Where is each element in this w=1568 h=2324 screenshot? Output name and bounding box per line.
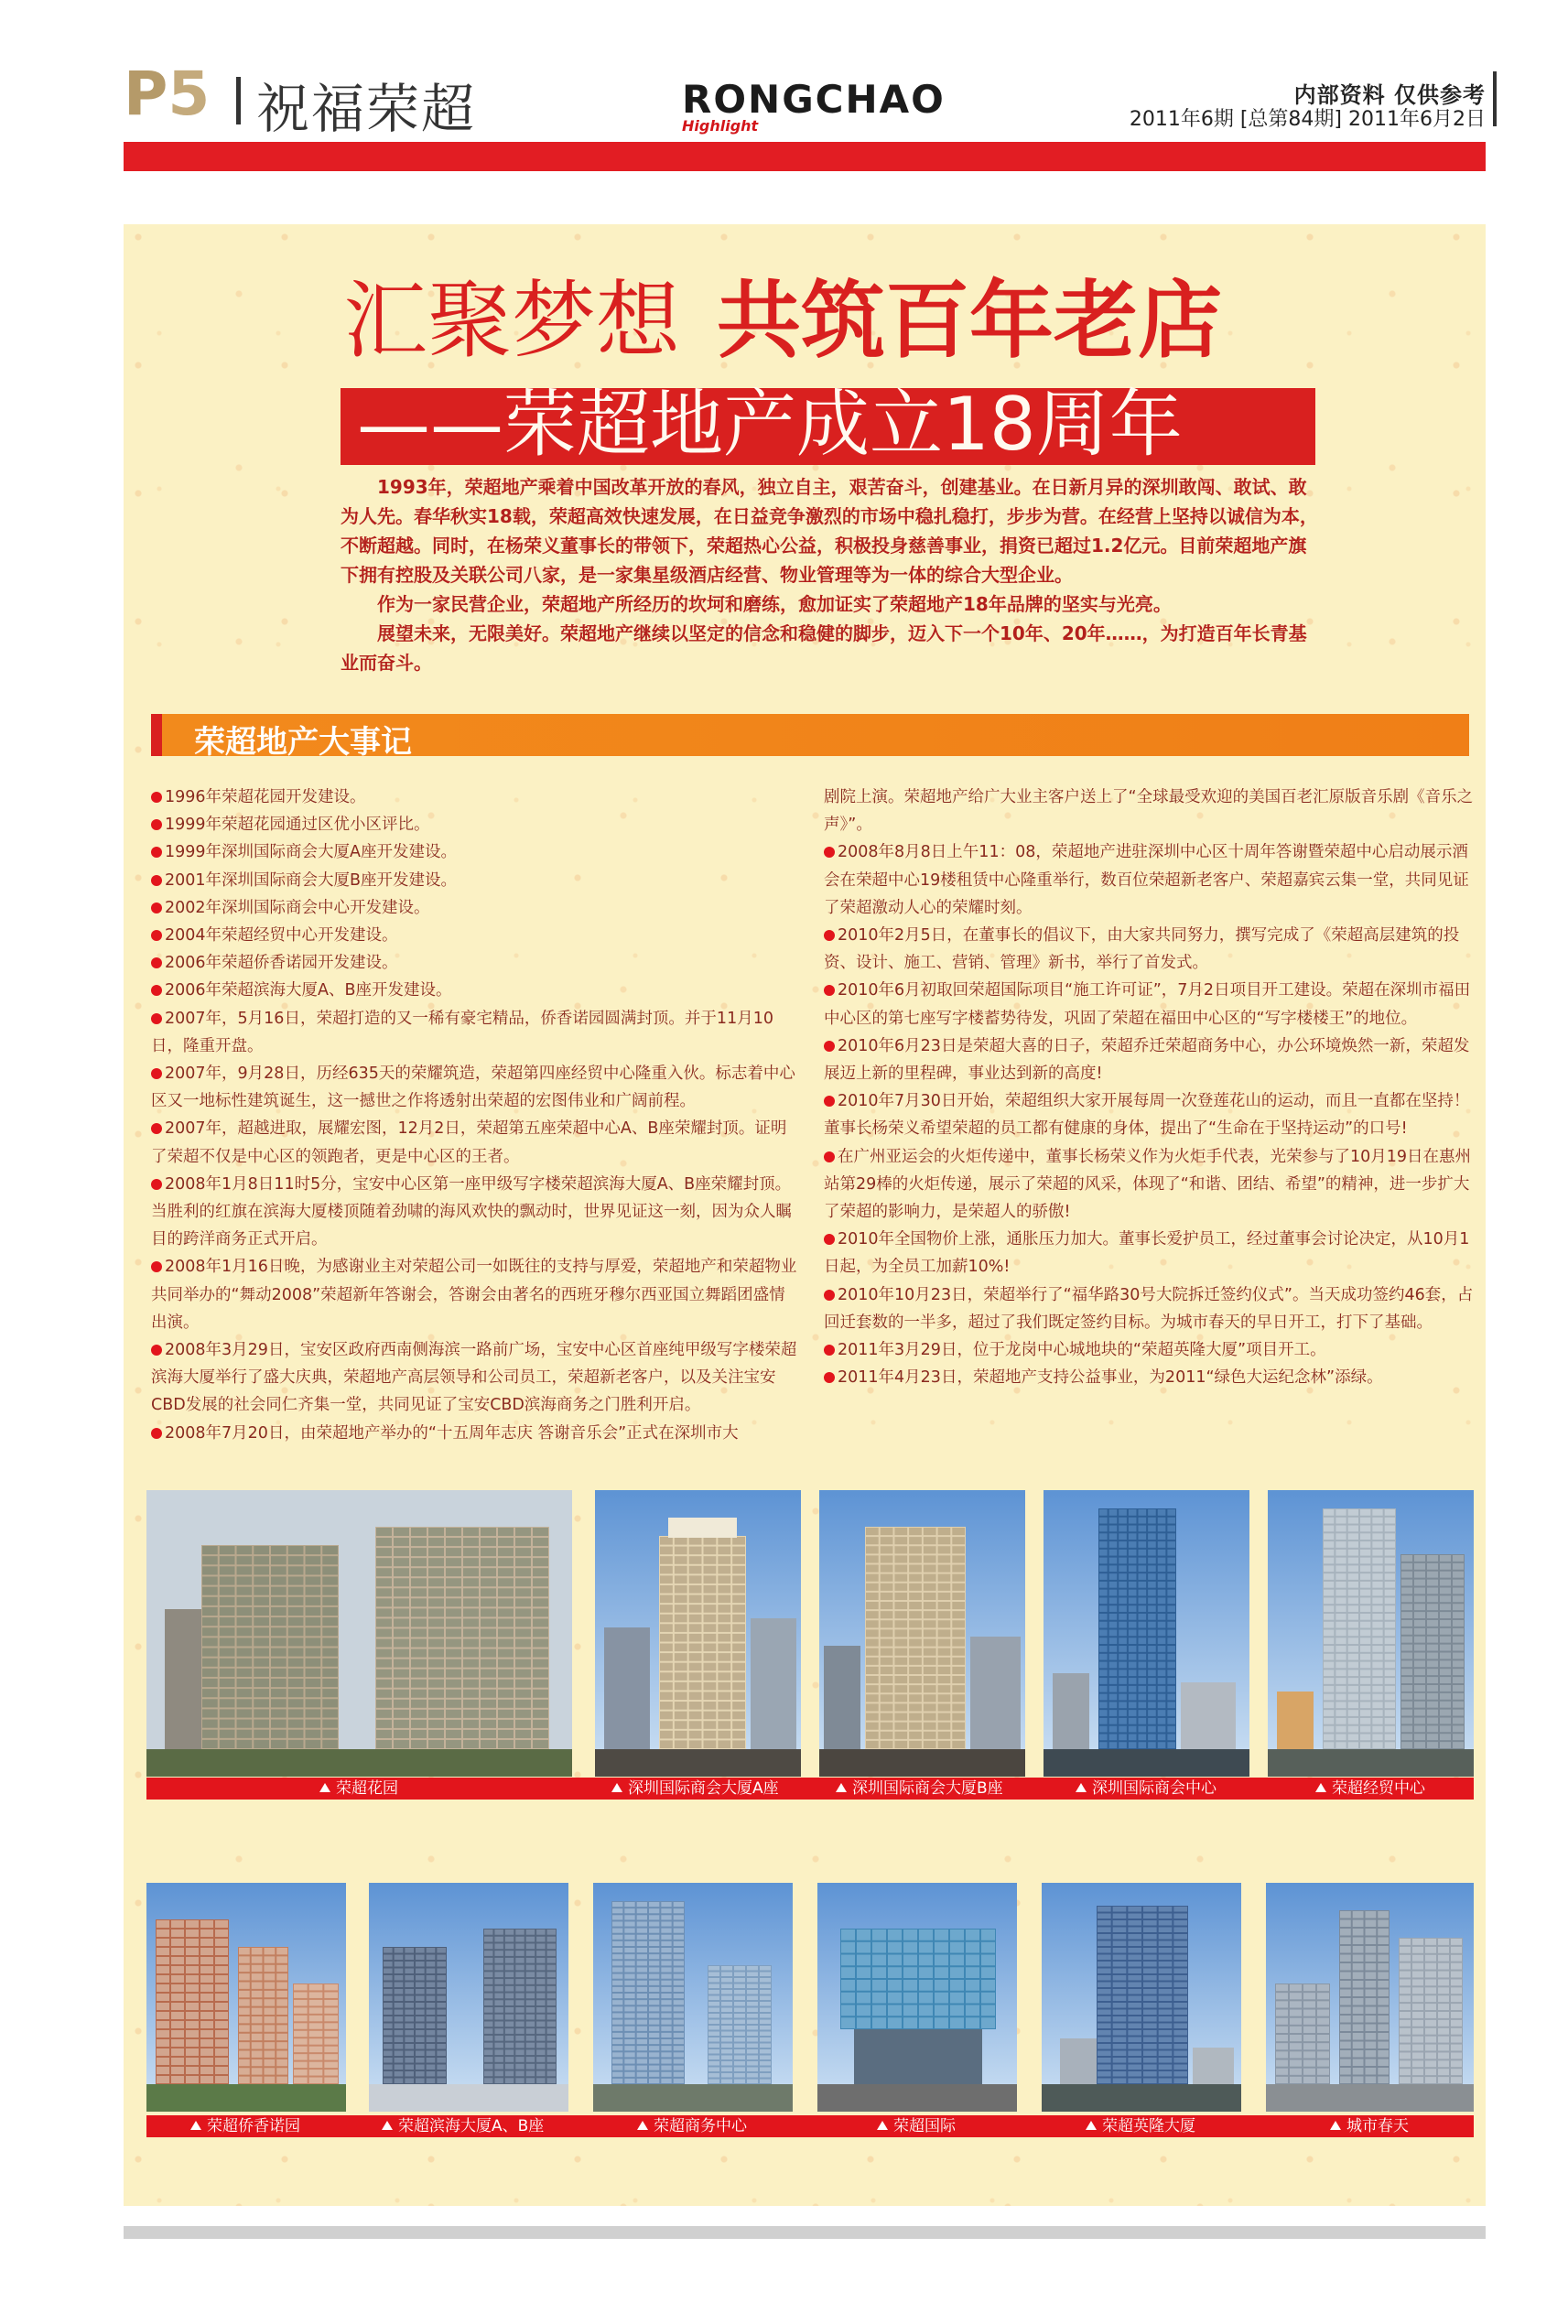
milestone-text: 2011年4月23日，荣超地产支持公益事业，为2011“绿色大运纪念林”添绿。 xyxy=(838,1368,1383,1388)
masthead xyxy=(0,0,1568,174)
milestone-text: 2006年荣超侨香诺园开发建设。 xyxy=(165,954,398,973)
milestones-column-right xyxy=(824,784,1474,1391)
project-photo xyxy=(146,1490,572,1777)
building-illustration xyxy=(819,1490,1025,1777)
milestone-text: 2008年3月29日，宝安区政府西南侧海滨一路前广场，宝安中心区首座纯甲级写字楼荣超滨海大厦举行了盛大庆典，荣超地产高层领导和公司员工，荣超新老客户，以及关注宝安CBD发展的社会同仁齐集一堂，共同见证了宝安CBD滨海商务之门胜利开启。 xyxy=(151,1341,797,1415)
photo-caption xyxy=(1315,1778,1425,1800)
photo-caption-label: 荣超英隆大厦 xyxy=(1102,2117,1195,2135)
milestone-item xyxy=(824,1032,1474,1087)
milestone-item xyxy=(151,811,801,838)
milestone-item xyxy=(824,784,1474,838)
milestone-item xyxy=(151,1060,801,1115)
bullet-dot-icon xyxy=(824,1041,835,1052)
headline-part-b: 共筑百年老店 xyxy=(717,272,1223,370)
photo-caption xyxy=(382,2115,544,2137)
bullet-dot-icon xyxy=(824,1234,835,1245)
photo-caption-label: 深圳国际商会中心 xyxy=(1092,1779,1217,1798)
photo-caption xyxy=(190,2115,300,2137)
triangle-up-icon xyxy=(1330,2121,1341,2130)
project-photo xyxy=(146,1883,346,2112)
bullet-dot-icon xyxy=(824,1151,835,1162)
project-photo xyxy=(1042,1883,1241,2112)
milestone-text: 2004年荣超经贸中心开发建设。 xyxy=(165,926,398,946)
milestone-item xyxy=(824,1281,1474,1336)
milestone-item xyxy=(824,838,1474,922)
bullet-dot-icon xyxy=(151,903,162,913)
milestone-text: 2010年全国物价上涨，通胀压力加大。董事长爱护员工，经过董事会讨论决定，从10月1日起，为全员工加薪10%! xyxy=(824,1230,1470,1277)
milestone-item xyxy=(151,977,801,1004)
milestone-text: 2008年1月8日11时5分，宝安中心区第一座甲级写字楼荣超滨海大厦A、B座荣耀封顶。当胜利的红旗在滨海大厦楼顶随着劲啸的海风欢快的飘动时，世界见证这一刻，因为众人瞩目的跨洋商务正式开启。 xyxy=(151,1174,792,1249)
photo-caption xyxy=(877,2115,956,2137)
milestones-header-mark xyxy=(151,714,162,756)
triangle-up-icon xyxy=(836,1783,847,1792)
bullet-dot-icon xyxy=(824,985,835,996)
milestone-text: 2008年7月20日，由荣超地产举办的“十五周年志庆 答谢音乐会”正式在深圳市大 xyxy=(165,1423,739,1443)
milestone-item xyxy=(151,784,801,811)
milestone-text: 2001年深圳国际商会大厦B座开发建设。 xyxy=(165,870,458,890)
photo-caption-label: 荣超侨香诺园 xyxy=(207,2117,300,2135)
bullet-dot-icon xyxy=(151,1179,162,1190)
feature-subtitle: ——荣超地产成立18周年 xyxy=(357,382,1183,467)
milestone-text: 2010年2月5日，在董事长的倡议下，由大家共同努力，撰写完成了《荣超高层建筑的投资、设计、施工、营销、管理》新书，举行了首发式。 xyxy=(824,926,1460,973)
section-divider xyxy=(236,77,241,124)
building-illustration xyxy=(146,1490,572,1777)
milestone-text: 1999年深圳国际商会大厦A座开发建设。 xyxy=(165,843,458,862)
milestone-item xyxy=(151,949,801,977)
section-name: 祝福荣超 xyxy=(256,78,477,140)
building-illustration xyxy=(369,1883,568,2112)
bullet-dot-icon xyxy=(151,1013,162,1024)
bullet-dot-icon xyxy=(824,847,835,858)
triangle-up-icon xyxy=(877,2121,888,2130)
milestone-item xyxy=(824,1226,1474,1281)
milestone-item xyxy=(151,1115,801,1170)
photo-caption xyxy=(637,2115,747,2137)
milestone-item xyxy=(151,867,801,894)
milestone-item xyxy=(824,1336,1474,1364)
page-number xyxy=(124,59,211,129)
milestone-text: 在广州亚运会的火炬传递中，董事长杨荣义作为火炬手代表，光荣参与了10月19日在惠州站第29棒的火炬传递，展示了荣超的风采，体现了“和谐、团结、希望”的精神，进一步扩大了荣超的影响力，是荣超人的骄傲! xyxy=(824,1147,1472,1222)
intro-paragraph: 展望未来，无限美好。荣超地产继续以坚定的信念和稳健的脚步，迈入下一个10年、20年……，为打造百年长青基业而奋斗。 xyxy=(341,622,1307,674)
project-photo xyxy=(593,1883,793,2112)
bullet-dot-icon xyxy=(151,792,162,803)
milestone-item xyxy=(151,922,801,949)
triangle-up-icon xyxy=(190,2121,201,2130)
building-illustration xyxy=(593,1883,793,2112)
bullet-dot-icon xyxy=(151,819,162,830)
brand-logo: RONGCHAO xyxy=(682,77,946,122)
bullet-dot-icon xyxy=(151,985,162,996)
project-photo xyxy=(1266,1883,1474,2112)
building-illustration xyxy=(1268,1490,1474,1777)
milestone-item xyxy=(151,1005,801,1060)
triangle-up-icon xyxy=(1086,2121,1097,2130)
issue-info: 2011年6期 [总第84期] 2011年6月2日 xyxy=(1129,108,1486,131)
milestone-item xyxy=(151,1420,801,1447)
photo-caption-label: 荣超花园 xyxy=(336,1779,398,1798)
triangle-up-icon xyxy=(1076,1783,1087,1792)
milestone-text: 2008年1月16日晚，为感谢业主对荣超公司一如既往的支持与厚爱，荣超地产和荣超物业共同举办的“舞动2008”荣超新年答谢会，答谢会由著名的西班牙穆尔西亚国立舞蹈团盛情出演。 xyxy=(151,1258,797,1332)
milestone-text: 2007年，5月16日，荣超打造的又一稀有豪宅精品，侨香诺园圆满封顶。并于11月10日，隆重开盘。 xyxy=(151,1009,773,1055)
project-photo xyxy=(817,1883,1017,2112)
bullet-dot-icon xyxy=(824,1372,835,1383)
header-vertical-rule xyxy=(1493,71,1497,126)
feature-headline xyxy=(343,272,1223,370)
triangle-up-icon xyxy=(1315,1783,1326,1792)
bullet-dot-icon xyxy=(824,1290,835,1301)
headline-part-a: 汇聚梦想 xyxy=(343,272,681,370)
milestone-item xyxy=(151,1171,801,1254)
header-red-rule xyxy=(124,142,1486,171)
intro-paragraph: 作为一家民营企业，荣超地产所经历的坎坷和磨练，愈加证实了荣超地产18年品牌的坚实与光亮。 xyxy=(377,593,1172,615)
project-photo xyxy=(369,1883,568,2112)
bullet-dot-icon xyxy=(151,1261,162,1272)
milestone-text: 2002年深圳国际商会中心开发建设。 xyxy=(165,898,430,917)
milestone-text: 2010年6月23日是荣超大喜的日子，荣超乔迁荣超商务中心，办公环境焕然一新，荣超发展迈上新的里程碑，事业达到新的高度! xyxy=(824,1036,1470,1084)
milestone-text: 2008年8月8日上午11：08，荣超地产进驻深圳中心区十周年答谢暨荣超中心启动展示酒会在荣超中心19楼租赁中心隆重举行，数百位荣超新老客户、荣超嘉宾云集一堂，共同见证了荣超激动人心的荣耀时刻。 xyxy=(824,843,1469,917)
bullet-dot-icon xyxy=(151,1345,162,1356)
intro-paragraph: 1993年，荣超地产乘着中国改革开放的春风，独立自主，艰苦奋斗，创建基业。在日新月异的深圳敢闯、敢试、敢为人先。春华秋实18载，荣超高效快速发展，在日益竞争激烈的市场中稳扎稳打，步步为营。在经营上坚持以诚信为本，不断超越。同时，在杨荣义董事长的带领下，荣超热心公益，积极投身慈善事业，捐资已超过1.2亿元。目前荣超地产旗下拥有控股及关联公司八家，是一家集星级酒店经营、物业管理等为一体的综合大型企业。 xyxy=(341,476,1318,586)
photo-caption-label: 深圳国际商会大厦A座 xyxy=(628,1779,779,1798)
project-photo xyxy=(1044,1490,1249,1777)
photo-caption-label: 荣超国际 xyxy=(893,2117,956,2135)
milestone-text: 2006年荣超滨海大厦A、B座开发建设。 xyxy=(165,981,452,1000)
confidential-note: 内部资料 仅供参考 xyxy=(1293,82,1486,108)
building-illustration xyxy=(1042,1883,1241,2112)
milestones-column-left xyxy=(151,784,801,1447)
bullet-dot-icon xyxy=(824,1096,835,1107)
milestone-text: 1999年荣超花园通过区优小区评比。 xyxy=(165,816,430,835)
bullet-dot-icon xyxy=(151,1428,162,1439)
milestone-item xyxy=(151,838,801,866)
milestone-item xyxy=(824,1087,1474,1142)
triangle-up-icon xyxy=(637,2121,648,2130)
building-illustration xyxy=(146,1883,346,2112)
building-illustration xyxy=(1044,1490,1249,1777)
milestone-item xyxy=(824,977,1474,1032)
milestone-text: 2010年10月23日，荣超举行了“福华路30号大院拆迁签约仪式”。当天成功签约46套，占回迁套数的一半多，超过了我们既定签约目标。为城市春天的早日开工，打下了基础。 xyxy=(824,1285,1474,1332)
bullet-dot-icon xyxy=(151,1123,162,1134)
bullet-dot-icon xyxy=(824,1345,835,1356)
bullet-dot-icon xyxy=(151,1068,162,1079)
photo-caption xyxy=(836,1778,1003,1800)
building-illustration xyxy=(595,1490,801,1777)
project-photo xyxy=(595,1490,801,1777)
bullet-dot-icon xyxy=(151,957,162,968)
photo-caption-label: 荣超滨海大厦A、B座 xyxy=(398,2117,545,2135)
footer-rule xyxy=(124,2226,1486,2239)
milestone-text: 2007年，超越进取，展耀宏图，12月2日，荣超第五座荣超中心A、B座荣耀封顶。证明了荣超不仅是中心区的领跑者，更是中心区的王者。 xyxy=(151,1119,787,1166)
milestone-item xyxy=(824,1143,1474,1227)
triangle-up-icon xyxy=(382,2121,393,2130)
building-illustration xyxy=(1266,1883,1474,2112)
milestone-item xyxy=(824,922,1474,977)
photo-caption xyxy=(1076,1778,1217,1800)
triangle-up-icon xyxy=(319,1783,330,1792)
milestone-item xyxy=(151,1336,801,1420)
photo-caption-label: 城市春天 xyxy=(1346,2117,1409,2135)
photo-caption xyxy=(319,1778,398,1800)
caption-bar xyxy=(146,2115,1474,2137)
photo-caption-label: 荣超商务中心 xyxy=(654,2117,747,2135)
triangle-up-icon xyxy=(611,1783,622,1792)
milestone-text: 2010年6月初取回荣超国际项目“施工许可证”，7月2日项目开工建设。荣超在深圳市福田中心区的第七座写字楼蓄势待发，巩固了荣超在福田中心区的“写字楼楼王”的地位。 xyxy=(824,981,1471,1028)
milestone-text: 2010年7月30日开始，荣超组织大家开展每周一次登莲花山的运动，而且一直都在坚持！董事长杨荣义希望荣超的员工都有健康的身体，提出了“生命在于坚持运动”的口号! xyxy=(824,1092,1470,1139)
building-illustration xyxy=(817,1883,1017,2112)
bullet-dot-icon xyxy=(151,847,162,858)
milestone-item xyxy=(151,894,801,922)
bullet-dot-icon xyxy=(151,930,162,941)
milestone-text: 2007年，9月28日，历经635天的荣耀筑造，荣超第四座经贸中心隆重入伙。标志着中心区又一地标性建筑诞生，这一撼世之作将透射出荣超的宏图伟业和广阔前程。 xyxy=(151,1065,795,1111)
milestone-text: 1996年荣超花园开发建设。 xyxy=(165,788,366,806)
brand-tagline: Highlight xyxy=(682,117,759,135)
milestone-item xyxy=(824,1364,1474,1391)
photo-caption-label: 深圳国际商会大厦B座 xyxy=(852,1779,1003,1798)
page-number-letter: P xyxy=(124,59,168,129)
project-photo xyxy=(819,1490,1025,1777)
photo-caption xyxy=(1086,2115,1195,2137)
project-photo xyxy=(1268,1490,1474,1777)
feature-intro xyxy=(341,472,1320,677)
milestones-title: 荣超地产大事记 xyxy=(194,724,412,761)
milestone-text: 2011年3月29日，位于龙岗中心城地块的“荣超英隆大厦”项目开工。 xyxy=(838,1341,1326,1360)
page-number-digit: 5 xyxy=(168,59,211,129)
bullet-dot-icon xyxy=(824,930,835,941)
bullet-dot-icon xyxy=(151,875,162,886)
photo-caption-label: 荣超经贸中心 xyxy=(1332,1779,1425,1798)
milestone-item xyxy=(151,1253,801,1336)
photo-caption xyxy=(611,1778,779,1800)
milestone-text: 剧院上演。荣超地产给广大业主客户送上了“全球最受欢迎的美国百老汇原版音乐剧《音乐之声》”。 xyxy=(824,788,1474,835)
photo-caption xyxy=(1330,2115,1409,2137)
